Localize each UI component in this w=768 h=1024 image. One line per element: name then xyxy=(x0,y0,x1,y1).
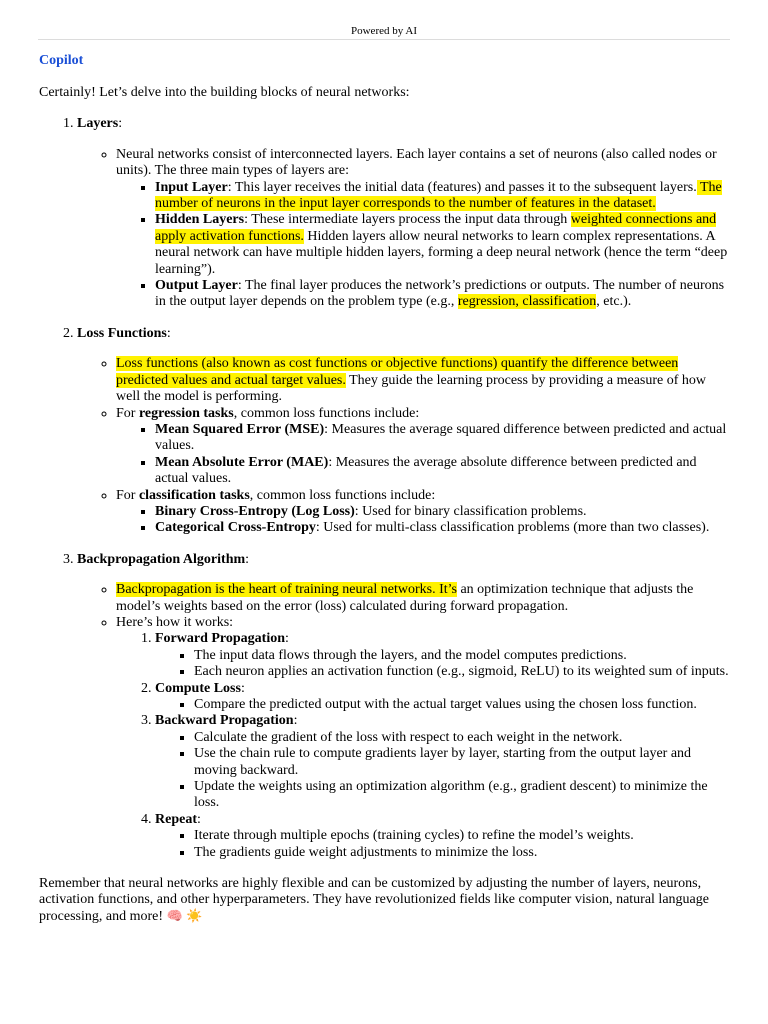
section-layers xyxy=(77,116,731,310)
list-item-mae: ▪ Mean Absolute Error (MAE): Measures the average absolute difference between predicted and actual values. xyxy=(155,455,731,488)
list-item: ◦ Backpropagation is the heart of training neural networks. It’s an optimization technique that adjusts the model’s weights based on the error (loss) calculated during forward propagation. xyxy=(116,582,731,615)
list-item-input-layer: ▪ Input Layer: This layer receives the initial data (features) and passes it to the subsequent layers. The number of neurons in the input layer corresponds to the number of features in the dataset. xyxy=(155,180,731,213)
layers-list xyxy=(77,147,731,311)
list-item-classification: ◦ For classification tasks, common loss functions include: ▪ Binary Cross-Entropy (Log Loss): Used for binary classification problems. ▪ Categorical Cross-Entropy: Used for multi-class classification problems (more than two classes). xyxy=(116,488,731,537)
highlight: weighted connections and apply activation functions. xyxy=(155,212,717,244)
header-divider xyxy=(38,39,730,40)
step-repeat: 4. Repeat: ▪ Iterate through multiple epochs (training cycles) to refine the model’s weights. ▪ The gradients guide weight adjustments to minimize the loss. xyxy=(155,812,731,861)
main-list xyxy=(39,116,731,861)
highlight: regression, classification xyxy=(457,294,597,310)
list-item-cce: ▪ Categorical Cross-Entropy: Used for multi-class classification problems (more than two classes). xyxy=(155,520,731,536)
list-item-mse: ▪ Mean Squared Error (MSE): Measures the average squared difference between predicted and actual values. xyxy=(155,422,731,455)
section-loss-functions xyxy=(77,326,731,537)
step-backward-propagation: 3. Backward Propagation: ▪ Calculate the gradient of the loss with respect to each weight in the network. ▪ Use the chain rule to compute gradients layer by layer, starting from the output layer and moving backward. ▪ Update the weights using an optimization algorithm (e.g., gradient descent) to minimize the loss. xyxy=(155,713,731,811)
closing-paragraph: Remember that neural networks are highly flexible and can be customized by adjusting the number of layers, neurons, activation functions, and other hyperparameters. They have revolutionized fields like computer vision, natural language processing, and more! 🧠 ☀️ xyxy=(39,876,709,924)
highlight: The number of neurons in the input layer corresponds to the number of features in the dataset. xyxy=(155,179,722,212)
list-item: ▪ Each neuron applies an activation function (e.g., sigmoid, ReLU) to its weighted sum of inputs. xyxy=(194,664,731,680)
step-details xyxy=(155,730,731,812)
powered-by-header: Powered by AI xyxy=(351,25,417,37)
brain-icon: 🧠 xyxy=(166,908,183,924)
list-item: ▪ Iterate through multiple epochs (training cycles) to refine the model’s weights. xyxy=(194,828,731,844)
layer-types-list xyxy=(116,180,731,311)
list-item: ▪ Calculate the gradient of the loss with respect to each weight in the network. xyxy=(194,730,731,746)
step-details xyxy=(155,648,731,681)
list-item: ▪ Update the weights using an optimization algorithm (e.g., gradient descent) to minimize the loss. xyxy=(194,779,731,812)
highlight: Backpropagation is the heart of training neural networks. It’s xyxy=(116,582,457,598)
backprop-steps xyxy=(116,631,731,861)
list-item: ◦ Neural networks consist of interconnected layers. Each layer contains a set of neurons (also called nodes or units). The three main types of layers are: ▪ Input Layer: This layer receives the initial data (features) and passes it to the subsequent layers. The number of neurons in the input layer corresponds to the number of features in the dataset. ▪ Hidden Layers: These intermediate layers process the input data through weighted connections and apply activation functions. Hidden layers allow neural networks to learn complex representations. A neural network can have multiple hidden layers, forming a deep neural network (hence the term “deep learning”). ▪ Output Layer: The final layer produces the network’s predictions or outputs. The number of neurons in the output layer depends on the problem type (e.g., regression, classification, etc.). xyxy=(116,147,731,311)
response-body xyxy=(39,85,731,925)
list-item: ▪ The input data flows through the layers, and the model computes predictions. xyxy=(194,648,731,664)
section-backpropagation xyxy=(77,552,731,861)
section-title: 1. Layers: xyxy=(77,116,123,132)
intro-paragraph: Certainly! Let’s delve into the building blocks of neural networks: xyxy=(39,85,410,100)
list-item-how-it-works: ◦ Here’s how it works: 1. Forward Propagation: ▪ The input data flows through the layers, and the model computes predictions. ▪ Each neuron applies an activation function (e.g., sigmoid, ReLU) to its weighted sum of inputs. 2. Compute Loss: ▪ Compare the predicted output with the actual target values using the chosen loss function. 3. Backward Propagation: ▪ Calculate the gradient of the loss with respect to each weight in the network. ▪ Use the chain rule to compute gradients layer by layer, starting from the output layer and moving backward. ▪ Update the weights using an optimization algorithm (e.g., gradient descent) to minimize the loss. 4. Repeat: ▪ Iterate through multiple epochs (training cycles) to refine the model’s weights. ▪ The gradients guide weight adjustments to minimize the loss. xyxy=(116,615,731,861)
list-item-bce: ▪ Binary Cross-Entropy (Log Loss): Used for binary classification problems. xyxy=(155,504,731,520)
list-item-output-layer: ▪ Output Layer: The final layer produces the network’s predictions or outputs. The number of neurons in the output layer depends on the problem type (e.g., regression, classification, etc.). xyxy=(155,278,731,311)
step-details xyxy=(155,697,731,713)
step-forward-propagation: 1. Forward Propagation: ▪ The input data flows through the layers, and the model computes predictions. ▪ Each neuron applies an activation function (e.g., sigmoid, ReLU) to its weighted sum of inputs. xyxy=(155,631,731,680)
classification-loss-list xyxy=(116,504,731,537)
backprop-list xyxy=(77,582,731,861)
list-item: ▪ The gradients guide weight adjustments to minimize the loss. xyxy=(194,845,731,861)
section-title: 3. Backpropagation Algorithm: xyxy=(77,551,250,567)
sun-icon: ☀️ xyxy=(186,908,203,924)
copilot-brand: Copilot xyxy=(39,53,84,68)
section-title: 2. Loss Functions: xyxy=(77,325,171,341)
list-item: ▪ Use the chain rule to compute gradients layer by layer, starting from the output layer and moving backward. xyxy=(194,746,731,779)
list-item-hidden-layers: ▪ Hidden Layers: These intermediate layers process the input data through weighted connections and apply activation functions. Hidden layers allow neural networks to learn complex representations. A neural network can have multiple hidden layers, forming a deep neural network (hence the term “deep learning”). xyxy=(155,212,731,278)
list-item: ▪ Compare the predicted output with the actual target values using the chosen loss function. xyxy=(194,697,731,713)
loss-list xyxy=(77,356,731,536)
regression-loss-list xyxy=(116,422,731,488)
list-item-regression: ◦ For regression tasks, common loss functions include: ▪ Mean Squared Error (MSE): Measures the average squared difference between predicted and actual values. ▪ Mean Absolute Error (MAE): Measures the average absolute difference between predicted and actual values. xyxy=(116,406,731,488)
step-compute-loss: 2. Compute Loss: ▪ Compare the predicted output with the actual target values using the chosen loss function. xyxy=(155,681,731,714)
step-details xyxy=(155,828,731,861)
list-item: ◦ Loss functions (also known as cost functions or objective functions) quantify the difference between predicted values and actual target values. They guide the learning process by providing a measure of how well the model is performing. xyxy=(116,356,731,405)
highlight: Loss functions (also known as cost functions or objective functions) quantify the difference between predicted values and actual target values. xyxy=(116,356,679,388)
